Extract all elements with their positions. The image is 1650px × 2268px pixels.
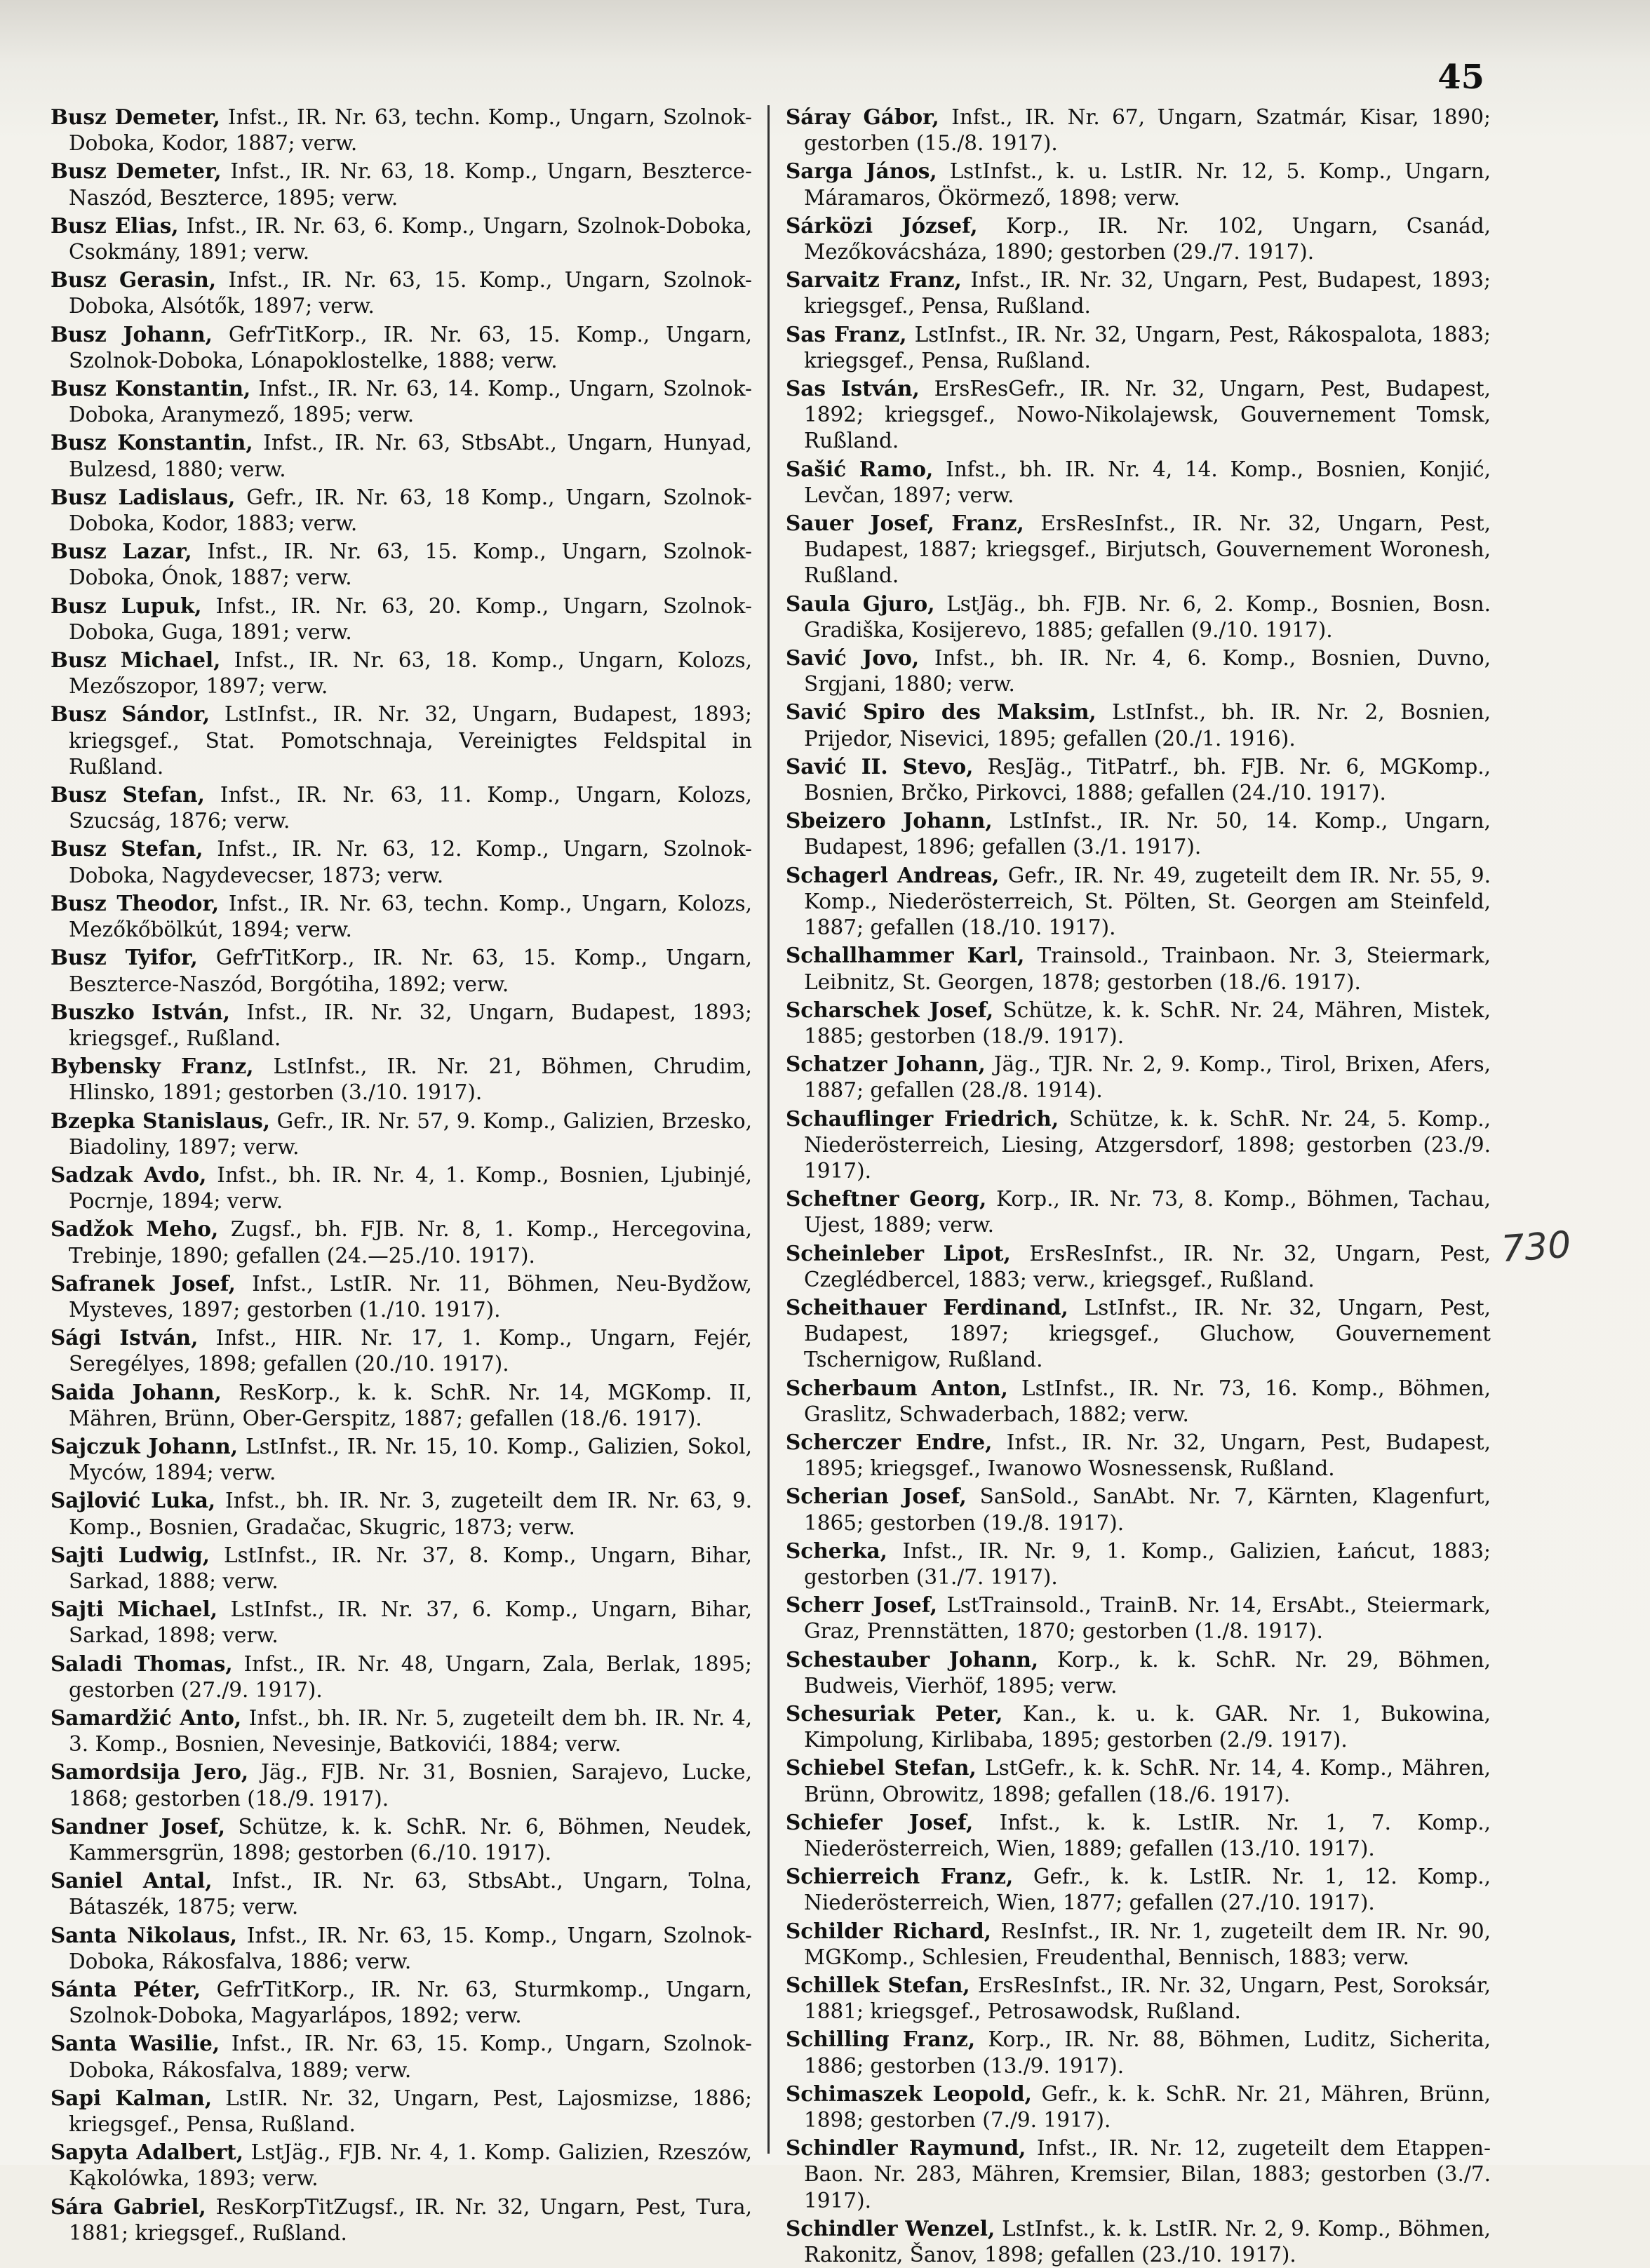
entry-details: Schütze, k. k. SchR. Nr. 24, Mähren, Mistek, 1885; gestorben (18./9. 1917). — [804, 998, 1491, 1048]
list-entry — [786, 645, 1491, 697]
entry-name: Schiefer Josef, — [786, 1809, 974, 1834]
entry-name: Schauflinger Friedrich, — [786, 1106, 1059, 1131]
entry-details: Infst., IR. Nr. 48, Ungarn, Zala, Berlak, 1895; gestorben (27./9. 1917). — [69, 1651, 752, 1702]
entry-name: Sbeizero Johann, — [786, 808, 993, 833]
entry-name: Schilder Richard, — [786, 1918, 992, 1943]
list-entry — [51, 836, 752, 888]
entry-name: Sarvaitz Franz, — [786, 267, 962, 293]
entry-details: Infst., IR. Nr. 63, techn. Komp., Ungarn, Kolozs, Mezőkőbölkút, 1894; verw. — [69, 891, 753, 942]
entry-details: GefrTitKorp., IR. Nr. 63, Sturmkomp., Ungarn, Szolnok-Doboka, Magyarlápos, 1892; verw. — [69, 1978, 752, 2028]
entry-details: ResKorp., k. k. SchR. Nr. 14, MGKomp. II, Mähren, Brünn, Ober-Gerspitz, 1887; gefallen (18./6. 1917). — [69, 1380, 753, 1430]
entry-details: LstInfst., k. u. LstIR. Nr. 12, 5. Komp., Ungarn, Máramaros, Ökörmező, 1898; verw. — [804, 159, 1491, 210]
entry-details: Gefr., k. k. SchR. Nr. 21, Mähren, Brünn, 1898; gestorben (7./9. 1917). — [804, 2081, 1491, 2133]
entry-name: Schillek Stefan, — [786, 1973, 970, 1998]
list-entry — [786, 753, 1491, 806]
left-column — [51, 104, 753, 2245]
entry-name: Sajczuk Johann, — [51, 1433, 238, 1458]
entry-name: Saladi Thomas, — [51, 1651, 233, 1676]
entry-name: Scherr Josef, — [786, 1592, 938, 1618]
list-entry — [786, 2081, 1491, 2133]
column-divider — [767, 105, 770, 2154]
entry-details: LstJäg., bh. FJB. Nr. 6, 2. Komp., Bosnien, Bosn. Gradiška, Kosijerevo, 1885; gefallen (9./10. 1917). — [804, 591, 1491, 642]
list-entry — [51, 1759, 752, 1811]
entry-details: LstInfst., k. k. LstIR. Nr. 2, 9. Komp., Böhmen, Rakonitz, Šanov, 1898; gefallen (23./10. 1917). — [804, 2216, 1491, 2267]
entry-details: Trainsold., Trainbaon. Nr. 3, Steiermark, Leibnitz, St. Georgen, 1878; gestorben (18./6. 1917). — [804, 944, 1491, 994]
entry-details: Korp., IR. Nr. 102, Ungarn, Csanád, Mezőkovácsháza, 1890; gestorben (29./7. 1917). — [804, 213, 1491, 264]
list-entry — [51, 1867, 752, 1920]
entry-name: Sadzak Avdo, — [51, 1162, 207, 1187]
entry-name: Samardžić Anto, — [51, 1705, 242, 1730]
list-entry — [786, 1429, 1491, 1482]
entry-name: Schagerl Andreas, — [786, 862, 1000, 887]
entry-name: Sárközi József, — [786, 213, 978, 238]
list-entry — [51, 1108, 752, 1160]
entry-name: Sandner Josef, — [51, 1813, 225, 1839]
entry-name: Samordsija Jero, — [51, 1759, 249, 1785]
list-entry — [786, 213, 1491, 265]
entry-name: Busz Lazar, — [51, 539, 192, 564]
list-entry — [786, 158, 1491, 210]
entry-details: LstInfst., IR. Nr. 73, 16. Komp., Böhmen, Graslitz, Schwaderbach, 1882; verw. — [804, 1376, 1491, 1426]
list-entry — [786, 1592, 1491, 1644]
list-entry — [51, 1813, 752, 1866]
entry-details: Infst., IR. Nr. 67, Ungarn, Szatmár, Kisar, 1890; gestorben (15./8. 1917). — [804, 105, 1491, 156]
list-entry — [786, 375, 1491, 455]
entry-details: Infst., k. k. LstIR. Nr. 1, 7. Komp., Niederösterreich, Wien, 1889; gefallen (13./10. 1917). — [804, 1810, 1491, 1860]
list-entry — [51, 1705, 752, 1757]
entry-details: LstJäg., FJB. Nr. 4, 1. Komp. Galizien, Rzeszów, Kąkolówka, 1893; verw. — [69, 2140, 753, 2191]
list-entry — [51, 647, 752, 699]
entry-name: Busz Lupuk, — [51, 593, 202, 618]
entry-name: Sas Franz, — [786, 321, 907, 347]
entry-details: ErsResInfst., IR. Nr. 32, Ungarn, Pest, Czeglédbercel, 1883; verw., kriegsgef., Rußland. — [804, 1241, 1491, 1291]
entry-details: LstInfst., IR. Nr. 15, 10. Komp., Galizien, Sokol, Myców, 1894; verw. — [69, 1434, 752, 1485]
entry-name: Santa Wasilie, — [51, 2031, 220, 2056]
entry-details: Infst., IR. Nr. 63, 6. Komp., Ungarn, Szolnok-Doboka, Csokmány, 1891; verw. — [69, 213, 752, 264]
list-entry — [51, 104, 752, 156]
entry-details: Korp., k. k. SchR. Nr. 29, Böhmen, Budweis, Vierhöf, 1895; verw. — [804, 1647, 1491, 1698]
entry-name: Sašić Ramo, — [786, 456, 934, 481]
list-entry — [51, 1651, 752, 1703]
list-entry — [786, 267, 1491, 319]
entry-details: LstInfst., bh. IR. Nr. 2, Bosnien, Prijedor, Nisevici, 1895; gefallen (20./1. 1916). — [804, 700, 1491, 751]
entry-name: Santa Nikolaus, — [51, 1922, 238, 1947]
entry-details: Infst., IR. Nr. 63, StbsAbt., Ungarn, Tolna, Bátaszék, 1875; verw. — [69, 1869, 752, 1919]
list-entry — [51, 538, 752, 591]
entry-name: Schilling Franz, — [786, 2027, 976, 2052]
entry-name: Schierreich Franz, — [786, 1864, 1014, 1889]
list-entry — [51, 1922, 752, 1975]
list-entry — [51, 1542, 752, 1595]
handwritten-margin-note: 730 — [1500, 1223, 1573, 1271]
list-entry — [51, 944, 752, 997]
entry-name: Busz Tyifor, — [51, 945, 198, 970]
entry-details: Infst., IR. Nr. 63, 18. Komp., Ungarn, Kolozs, Mezőszopor, 1897; verw. — [69, 648, 752, 699]
entry-details: Kan., k. u. k. GAR. Nr. 1, Bukowina, Kimpolung, Kirlibaba, 1895; gestorben (2./9. 1917). — [804, 1701, 1491, 1752]
list-entry — [786, 1240, 1491, 1293]
entry-details: Infst., IR. Nr. 9, 1. Komp., Galizien, Łańcut, 1883; gestorben (31./7. 1917). — [804, 1538, 1491, 1589]
list-entry — [51, 267, 752, 319]
entry-details: Infst., IR. Nr. 63, 15. Komp., Ungarn, Szolnok-Doboka, Rákosfalva, 1886; verw. — [69, 1923, 753, 1973]
list-entry — [786, 2215, 1491, 2268]
list-entry — [786, 699, 1491, 751]
list-entry — [51, 1216, 752, 1268]
list-entry — [51, 1379, 752, 1432]
entry-details: LstInfst., IR. Nr. 21, Böhmen, Chrudim, Hlinsko, 1891; gestorben (3./10. 1917). — [69, 1054, 752, 1105]
entry-details: LstInfst., IR. Nr. 32, Ungarn, Pest, Budapest, 1897; kriegsgef., Gluchow, Gouvernement Tschernigow, Rußland. — [804, 1295, 1491, 1372]
entry-name: Busz Theodor, — [51, 890, 220, 915]
entry-details: ResInfst., IR. Nr. 1, zugeteilt dem IR. Nr. 90, MGKomp., Schlesien, Freudenthal, Bennisch, 1883; verw. — [804, 1919, 1491, 1969]
entry-name: Saniel Antal, — [51, 1868, 213, 1893]
page-number: 45 — [1437, 58, 1484, 97]
entry-details: ErsResInfst., IR. Nr. 32, Ungarn, Pest, Budapest, 1887; kriegsgef., Birjutsch, Gouvernement Woronesh, Rußland. — [804, 511, 1491, 588]
entry-details: Gefr., k. k. LstIR. Nr. 1, 12. Komp., Niederösterreich, Wien, 1877; gefallen (27./10. 1917). — [804, 1865, 1491, 1915]
entry-name: Busz Stefan, — [51, 782, 205, 807]
list-entry — [786, 2026, 1491, 2079]
list-entry — [51, 1976, 752, 2029]
entry-details: Infst., IR. Nr. 32, Ungarn, Budapest, 1893; kriegsgef., Rußland. — [69, 1000, 752, 1050]
entry-details: Infst., bh. IR. Nr. 4, 1. Komp., Bosnien, Ljubinjé, Pocrnje, 1894; verw. — [69, 1162, 752, 1214]
entry-details: Schütze, k. k. SchR. Nr. 24, 5. Komp., Niederösterreich, Liesing, Atzgersdorf, 1898; gestorben (23./9. 1917). — [804, 1106, 1491, 1183]
entry-details: LstInfst., IR. Nr. 37, 6. Komp., Ungarn, Bihar, Sarkad, 1898; verw. — [69, 1597, 753, 1648]
list-entry — [51, 593, 752, 645]
list-entry — [51, 1324, 752, 1377]
entry-details: Zugsf., bh. FJB. Nr. 8, 1. Komp., Hercegovina, Trebinje, 1890; gefallen (24.—25./10. 1917). — [69, 1217, 752, 1268]
list-entry — [51, 2085, 752, 2138]
entry-details: Infst., bh. IR. Nr. 3, zugeteilt dem IR. Nr. 63, 9. Komp., Bosnien, Gradačac, Skugric, 1873; verw. — [69, 1489, 752, 1539]
list-entry — [786, 2135, 1491, 2214]
entry-name: Sapyta Adalbert, — [51, 2140, 244, 2165]
entry-name: Buszko István, — [51, 999, 231, 1024]
list-entry — [51, 1596, 752, 1649]
list-entry — [786, 1754, 1491, 1807]
entry-details: Jäg., FJB. Nr. 31, Bosnien, Sarajevo, Lucke, 1868; gestorben (18./9. 1917). — [69, 1760, 752, 1811]
entry-name: Busz Konstantin, — [51, 430, 253, 455]
entry-name: Scherczer Endre, — [786, 1429, 993, 1454]
entry-details: Infst., bh. IR. Nr. 5, zugeteilt dem bh. IR. Nr. 4, 3. Komp., Bosnien, Nevesinje, Batkovići, 1884; verw. — [69, 1705, 752, 1757]
entry-details: Infst., bh. IR. Nr. 4, 14. Komp., Bosnien, Konjić, Levčan, 1897; verw. — [804, 457, 1491, 507]
entry-name: Schindler Wenzel, — [786, 2215, 995, 2241]
entry-details: LstGefr., k. k. SchR. Nr. 14, 4. Komp., Mähren, Brünn, Obrowitz, 1898; gefallen (18./6. 1917). — [804, 1756, 1491, 1806]
entry-name: Busz Demeter, — [51, 159, 222, 184]
entry-details: ErsResInfst., IR. Nr. 32, Ungarn, Pest, Soroksár, 1881; kriegsgef., Petrosawodsk, Rußland. — [804, 1973, 1491, 2024]
entry-name: Busz Konstantin, — [51, 376, 251, 401]
entry-name: Schimaszek Leopold, — [786, 2081, 1032, 2106]
entry-details: GefrTitKorp., IR. Nr. 63, 15. Komp., Ungarn, Beszterce-Naszód, Borgótiha, 1892; verw. — [69, 946, 753, 996]
entry-name: Sauer Josef, Franz, — [786, 511, 1024, 536]
list-entry — [51, 890, 752, 943]
entry-details: Infst., IR. Nr. 63, 18. Komp., Ungarn, Beszterce-Naszód, Beszterce, 1895; verw. — [69, 159, 752, 210]
entry-details: LstInfst., IR. Nr. 37, 8. Komp., Ungarn, Bihar, Sarkad, 1888; verw. — [69, 1543, 753, 1593]
entry-details: LstTrainsold., TrainB. Nr. 14, ErsAbt., Steiermark, Graz, Prennstätten, 1870; gestorben (1./8. 1917). — [804, 1593, 1491, 1644]
list-entry — [786, 1809, 1491, 1862]
entry-name: Busz Johann, — [51, 321, 213, 347]
list-entry — [786, 1700, 1491, 1753]
list-entry — [51, 213, 752, 265]
entry-name: Savić Jovo, — [786, 645, 920, 671]
list-entry — [51, 1270, 752, 1323]
entry-details: Jäg., TJR. Nr. 2, 9. Komp., Tirol, Brixen, Afers, 1887; gefallen (28./8. 1914). — [804, 1052, 1491, 1103]
entry-name: Schiebel Stefan, — [786, 1755, 977, 1780]
list-entry — [786, 1186, 1491, 1238]
entry-details: SanSold., SanAbt. Nr. 7, Kärnten, Klagenfurt, 1865; gestorben (19./8. 1917). — [804, 1484, 1491, 1535]
list-entry — [51, 1162, 752, 1214]
list-entry — [786, 1483, 1491, 1536]
entry-name: Sára Gabriel, — [51, 2194, 206, 2219]
entry-name: Saula Gjuro, — [786, 591, 935, 616]
entry-details: Infst., IR. Nr. 63, 12. Komp., Ungarn, Szolnok-Doboka, Nagydevecser, 1873; verw. — [69, 837, 752, 887]
entry-name: Schesuriak Peter, — [786, 1700, 1003, 1726]
list-entry — [786, 1294, 1491, 1374]
list-entry — [51, 429, 752, 482]
entry-name: Sági István, — [51, 1325, 199, 1350]
entry-details: Korp., IR. Nr. 88, Böhmen, Luditz, Sicherita, 1886; gestorben (13./9. 1917). — [804, 2027, 1491, 2078]
entry-details: Gefr., IR. Nr. 49, zugeteilt dem IR. Nr. 55, 9. Komp., Niederösterreich, St. Pölten, St. Georgen am Steinfeld, 1887; gefallen (18./10. 1917). — [804, 863, 1491, 940]
entry-name: Sajlović Luka, — [51, 1488, 216, 1513]
entry-name: Sajti Michael, — [51, 1597, 217, 1622]
entry-name: Sarga János, — [786, 159, 937, 184]
entry-details: Infst., IR. Nr. 12, zugeteilt dem Etappen-Baon. Nr. 283, Mähren, Kremsier, Bilan, 1883; gestorben (3./7. 1917). — [804, 2136, 1491, 2213]
entry-name: Busz Demeter, — [51, 105, 220, 129]
entry-name: Safranek Josef, — [51, 1270, 236, 1296]
entry-name: Savić II. Stevo, — [786, 753, 974, 779]
entry-details: Gefr., IR. Nr. 57, 9. Komp., Galizien, Brzesko, Biadoliny, 1897; verw. — [69, 1108, 752, 1159]
entry-details: LstInfst., IR. Nr. 50, 14. Komp., Ungarn, Budapest, 1896; gefallen (3./1. 1917). — [804, 809, 1491, 859]
entry-details: Infst., IR. Nr. 63, 20. Komp., Ungarn, Szolnok-Doboka, Guga, 1891; verw. — [69, 593, 752, 644]
entry-details: Infst., IR. Nr. 63, 15. Komp., Ungarn, Szolnok-Doboka, Rákosfalva, 1889; verw. — [69, 2032, 752, 2082]
list-entry — [786, 1972, 1491, 2025]
entry-name: Scherbaum Anton, — [786, 1375, 1008, 1400]
entry-details: Infst., IR. Nr. 32, Ungarn, Pest, Budapest, 1893; kriegsgef., Pensa, Rußland. — [804, 268, 1491, 318]
entry-name: Sáray Gábor, — [786, 105, 939, 129]
list-entry — [51, 158, 752, 210]
list-entry — [51, 701, 752, 780]
entry-name: Sapi Kalman, — [51, 2085, 213, 2110]
entry-details: ResKorpTitZugsf., IR. Nr. 32, Ungarn, Pest, Tura, 1881; kriegsgef., Rußland. — [69, 2194, 752, 2245]
entry-name: Busz Sándor, — [51, 702, 210, 727]
entry-name: Scherka, — [786, 1538, 887, 1563]
entry-details: Infst., IR. Nr. 63, StbsAbt., Ungarn, Hunyad, Bulzesd, 1880; verw. — [69, 431, 752, 481]
list-entry — [786, 862, 1491, 941]
entry-details: Korp., IR. Nr. 73, 8. Komp., Böhmen, Tachau, Ujest, 1889; verw. — [804, 1187, 1491, 1237]
list-entry — [786, 1538, 1491, 1590]
list-entry — [51, 999, 752, 1052]
list-entry — [51, 321, 752, 374]
entry-name: Busz Elias, — [51, 213, 179, 238]
entry-details: Infst., bh. IR. Nr. 4, 6. Komp., Bosnien, Duvno, Srgjani, 1880; verw. — [804, 646, 1491, 697]
entry-name: Savić Spiro des Maksim, — [786, 699, 1096, 725]
entry-name: Scharschek Josef, — [786, 997, 994, 1022]
list-entry — [786, 104, 1491, 156]
entry-name: Scheftner Georg, — [786, 1186, 987, 1212]
entry-name: Sas István, — [786, 376, 920, 401]
entry-name: Saida Johann, — [51, 1379, 222, 1404]
entry-name: Scheinleber Lipot, — [786, 1240, 1011, 1266]
entry-details: LstInfst., IR. Nr. 32, Ungarn, Budapest, 1893; kriegsgef., Stat. Pomotschnaja, Vereinigtes Feldspital in Rußland. — [69, 702, 752, 779]
list-entry — [786, 510, 1491, 589]
entry-name: Scheithauer Ferdinand, — [786, 1294, 1068, 1320]
entry-details: Infst., IR. Nr. 63, 15. Komp., Ungarn, Szolnok-Doboka, Ónok, 1887; verw. — [69, 539, 752, 590]
list-entry — [786, 1051, 1491, 1103]
list-entry — [51, 2139, 752, 2192]
list-entry — [786, 321, 1491, 374]
list-entry — [786, 1918, 1491, 1971]
entry-details: Infst., IR. Nr. 63, 15. Komp., Ungarn, Szolnok-Doboka, Alsótők, 1897; verw. — [69, 268, 752, 318]
entry-details: Schütze, k. k. SchR. Nr. 6, Böhmen, Neudek, Kammersgrün, 1898; gestorben (6./10. 1917). — [69, 1814, 752, 1865]
entry-name: Sadžok Meho, — [51, 1216, 219, 1242]
list-entry — [51, 1433, 752, 1486]
entry-name: Schallhammer Karl, — [786, 943, 1025, 968]
list-entry — [51, 2030, 752, 2083]
entry-details: ResJäg., TitPatrf., bh. FJB. Nr. 6, MGKomp., Bosnien, Brčko, Pirkovci, 1888; gefallen (24./10. 1917). — [804, 754, 1491, 805]
list-entry — [51, 484, 752, 537]
list-entry — [786, 942, 1491, 995]
right-column — [786, 104, 1491, 2267]
entry-details: Infst., HIR. Nr. 17, 1. Komp., Ungarn, Fejér, Seregélyes, 1898; gefallen (20./10. 1917). — [69, 1326, 752, 1376]
entry-name: Schindler Raymund, — [786, 2135, 1026, 2161]
list-entry — [51, 2194, 752, 2246]
entry-name: Scherian Josef, — [786, 1484, 967, 1509]
entry-details: GefrTitKorp., IR. Nr. 63, 15. Komp., Ungarn, Szolnok-Doboka, Lónapoklostelke, 1888; verw. — [69, 322, 752, 373]
entry-name: Schatzer Johann, — [786, 1052, 986, 1077]
entry-name: Busz Ladislaus, — [51, 484, 236, 509]
entry-name: Busz Stefan, — [51, 836, 203, 861]
entry-name: Bzepka Stanislaus, — [51, 1108, 271, 1133]
list-entry — [51, 781, 752, 834]
entry-name: Bybensky Franz, — [51, 1054, 254, 1079]
entry-details: LstIR. Nr. 32, Ungarn, Pest, Lajosmizse, 1886; kriegsgef., Pensa, Rußland. — [69, 2086, 752, 2137]
entry-name: Busz Gerasin, — [51, 267, 217, 293]
list-entry — [51, 1487, 752, 1540]
list-entry — [786, 591, 1491, 643]
entry-details: ErsResGefr., IR. Nr. 32, Ungarn, Pest, Budapest, 1892; kriegsgef., Nowo-Nikolajewsk, Gouvernement Tomsk, Rußland. — [804, 377, 1491, 453]
list-entry — [786, 1375, 1491, 1428]
list-entry — [786, 456, 1491, 509]
entry-details: Infst., LstIR. Nr. 11, Böhmen, Neu-Bydžow, Mysteves, 1897; gestorben (1./10. 1917). — [69, 1271, 753, 1322]
list-entry — [786, 1863, 1491, 1916]
entry-name: Busz Michael, — [51, 647, 221, 673]
entry-name: Sánta Péter, — [51, 1977, 201, 2002]
entry-name: Sajti Ludwig, — [51, 1542, 210, 1567]
list-entry — [786, 1106, 1491, 1185]
entry-details: Infst., IR. Nr. 63, techn. Komp., Ungarn, Szolnok-Doboka, Kodor, 1887; verw. — [69, 105, 752, 156]
entry-details: Infst., IR. Nr. 32, Ungarn, Pest, Budapest, 1895; kriegsgef., Iwanowo Wosnessensk, Rußland. — [804, 1430, 1491, 1481]
list-entry — [786, 807, 1491, 860]
list-entry — [786, 997, 1491, 1049]
list-entry — [51, 375, 752, 428]
entry-details: Infst., IR. Nr. 63, 14. Komp., Ungarn, Szolnok-Doboka, Aranymező, 1895; verw. — [69, 377, 752, 427]
entry-details: Gefr., IR. Nr. 63, 18 Komp., Ungarn, Szolnok-Doboka, Kodor, 1883; verw. — [69, 485, 752, 536]
list-entry — [786, 1646, 1491, 1699]
entry-details: Infst., IR. Nr. 63, 11. Komp., Ungarn, Kolozs, Szucság, 1876; verw. — [69, 783, 752, 833]
list-entry — [51, 1053, 752, 1106]
entry-details: LstInfst., IR. Nr. 32, Ungarn, Pest, Rákospalota, 1883; kriegsgef., Pensa, Rußland. — [804, 322, 1491, 373]
entry-name: Schestauber Johann, — [786, 1646, 1039, 1672]
